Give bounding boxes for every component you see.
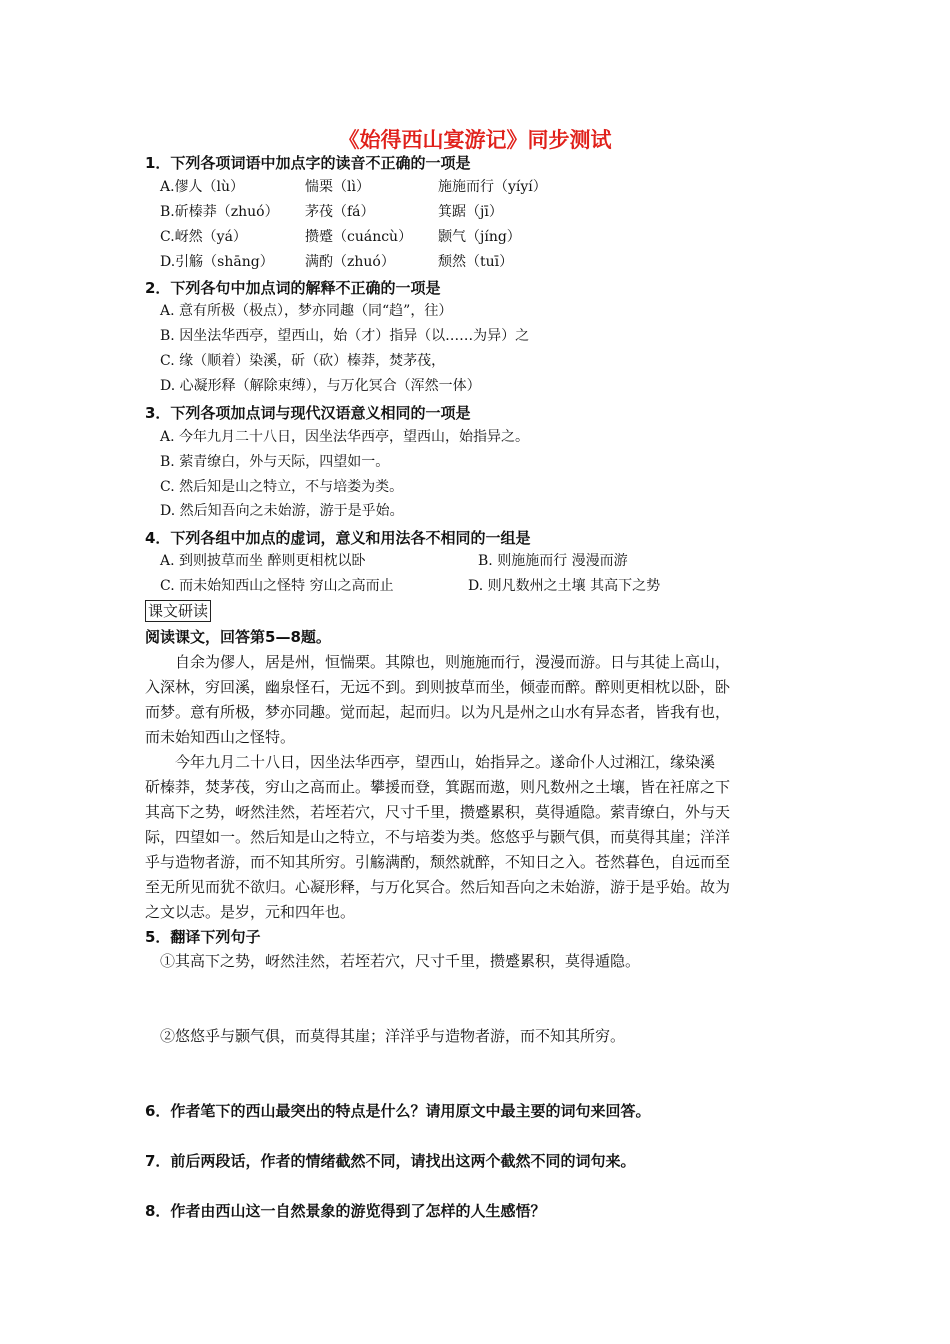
passage-line: 乎与造物者游，而不知其所穷。引觞满酌，颓然就醉，不知日之入。苍然暮色，自远而至 [145, 853, 731, 871]
q1-option-c-3: 颢气（jíng） [438, 229, 521, 245]
q1-option-b-3: 箕踞（jī） [438, 204, 503, 220]
q4-option-b: B. 则施施而行 漫漫而游 [478, 553, 628, 569]
q1-option-c-2: 攒蹙（cuáncù） [305, 229, 413, 245]
passage-line: 而梦。意有所极，梦亦同趣。觉而起，起而归。以为凡是州之山水有异态者，皆我有也， [145, 703, 731, 721]
passage-line: 其高下之势，岈然洼然，若垤若穴，尺寸千里，攒蹙累积，莫得遁隐。萦青缭白，外与天 [145, 803, 731, 821]
q1-option-b-1: B.斫榛莽（zhuó） [160, 204, 279, 220]
question-4-stem: 4．下列各组中加点的虚词，意义和用法各不相同的一组是 [145, 529, 531, 547]
question-6: 6．作者笔下的西山最突出的特点是什么？请用原文中最主要的词句来回答。 [145, 1102, 651, 1120]
q1-option-d-1: D.引觞（shāng） [160, 254, 274, 270]
q1-option-a-1: A.僇人（lù） [160, 179, 245, 195]
q1-option-d-2: 满酌（zhuó） [305, 254, 395, 270]
reading-intro: 阅读课文，回答第5—8题。 [145, 628, 331, 646]
question-1-stem: 1．下列各项词语中加点字的读音不正确的一项是 [145, 154, 471, 172]
q2-option-b: B. 因坐法华西亭，望西山，始（才）指异（以……为异）之 [160, 328, 530, 344]
passage-line: 入深林，穷回溪，幽泉怪石，无远不到。到则披草而坐，倾壶而醉。醉则更相枕以卧，卧 [145, 678, 731, 696]
q2-option-c: C. 缘（顺着）染溪，斫（砍）榛莽，焚茅茷， [160, 353, 446, 369]
q5-item-2: ②悠悠乎与颢气俱，而莫得其崖；洋洋乎与造物者游，而不知其所穷。 [160, 1027, 626, 1045]
document-title: 《始得西山宴游记》同步测试 [338, 128, 612, 152]
question-8: 8．作者由西山这一自然景象的游览得到了怎样的人生感悟？ [145, 1202, 546, 1220]
question-7: 7．前后两段话，作者的情绪截然不同，请找出这两个截然不同的词句来。 [145, 1152, 636, 1170]
q1-option-d-3: 颓然（tuī） [438, 254, 514, 270]
q1-option-a-3: 施施而行（yíyí） [438, 179, 547, 195]
question-2-stem: 2．下列各句中加点词的解释不正确的一项是 [145, 279, 441, 297]
question-3-stem: 3．下列各项加点词与现代汉语意义相同的一项是 [145, 404, 471, 422]
q2-option-d: D. 心凝形释（解除束缚），与万化冥合（浑然一体） [160, 378, 481, 394]
q1-option-a-2: 惴栗（lì） [305, 179, 370, 195]
question-5-stem: 5．翻译下列句子 [145, 928, 261, 946]
passage-line: 而未始知西山之怪特。 [145, 728, 296, 746]
passage-line: 斫榛莽，焚茅茷，穷山之高而止。攀援而登，箕踞而遨，则凡数州之土壤，皆在衽席之下 [145, 778, 731, 796]
q5-item-1: ①其高下之势，岈然洼然，若垤若穴，尺寸千里，攒蹙累积，莫得遁隐。 [160, 952, 641, 970]
q4-option-d: D. 则凡数州之土壤 其高下之势 [468, 578, 661, 594]
passage-line: 至无所见而犹不欲归。心凝形释，与万化冥合。然后知吾向之未始游，游于是乎始。故为 [145, 878, 731, 896]
q1-option-c-1: C.岈然（yá） [160, 229, 247, 245]
q3-option-c: C. 然后知是山之特立，不与培娄为类。 [160, 479, 404, 495]
q3-option-b: B. 萦青缭白，外与天际，四望如一。 [160, 454, 390, 470]
passage-line: 今年九月二十八日，因坐法华西亭，望西山，始指异之。遂命仆人过湘江，缘染溪 [175, 753, 716, 771]
q1-option-b-2: 茅茷（fá） [305, 204, 375, 220]
passage-line: 自余为僇人，居是州，恒惴栗。其隙也，则施施而行，漫漫而游。日与其徒上高山， [175, 653, 731, 671]
q4-option-a: A. 到则披草而坐 醉则更相枕以卧 [160, 553, 366, 569]
q2-option-a: A. 意有所极（极点），梦亦同趣（同“趋”，往） [160, 303, 453, 319]
q3-option-d: D. 然后知吾向之未始游，游于是乎始。 [160, 503, 404, 519]
passage-line: 际，四望如一。然后知是山之特立，不与培娄为类。悠悠乎与颢气俱，而莫得其崖；洋洋 [145, 828, 731, 846]
q4-option-c: C. 而未始知西山之怪特 穷山之高而止 [160, 578, 394, 594]
passage-line: 之文以志。是岁，元和四年也。 [145, 903, 356, 921]
q3-option-a: A. 今年九月二十八日，因坐法华西亭，望西山，始指异之。 [160, 429, 530, 445]
section-label: 课文研读 [145, 600, 211, 622]
